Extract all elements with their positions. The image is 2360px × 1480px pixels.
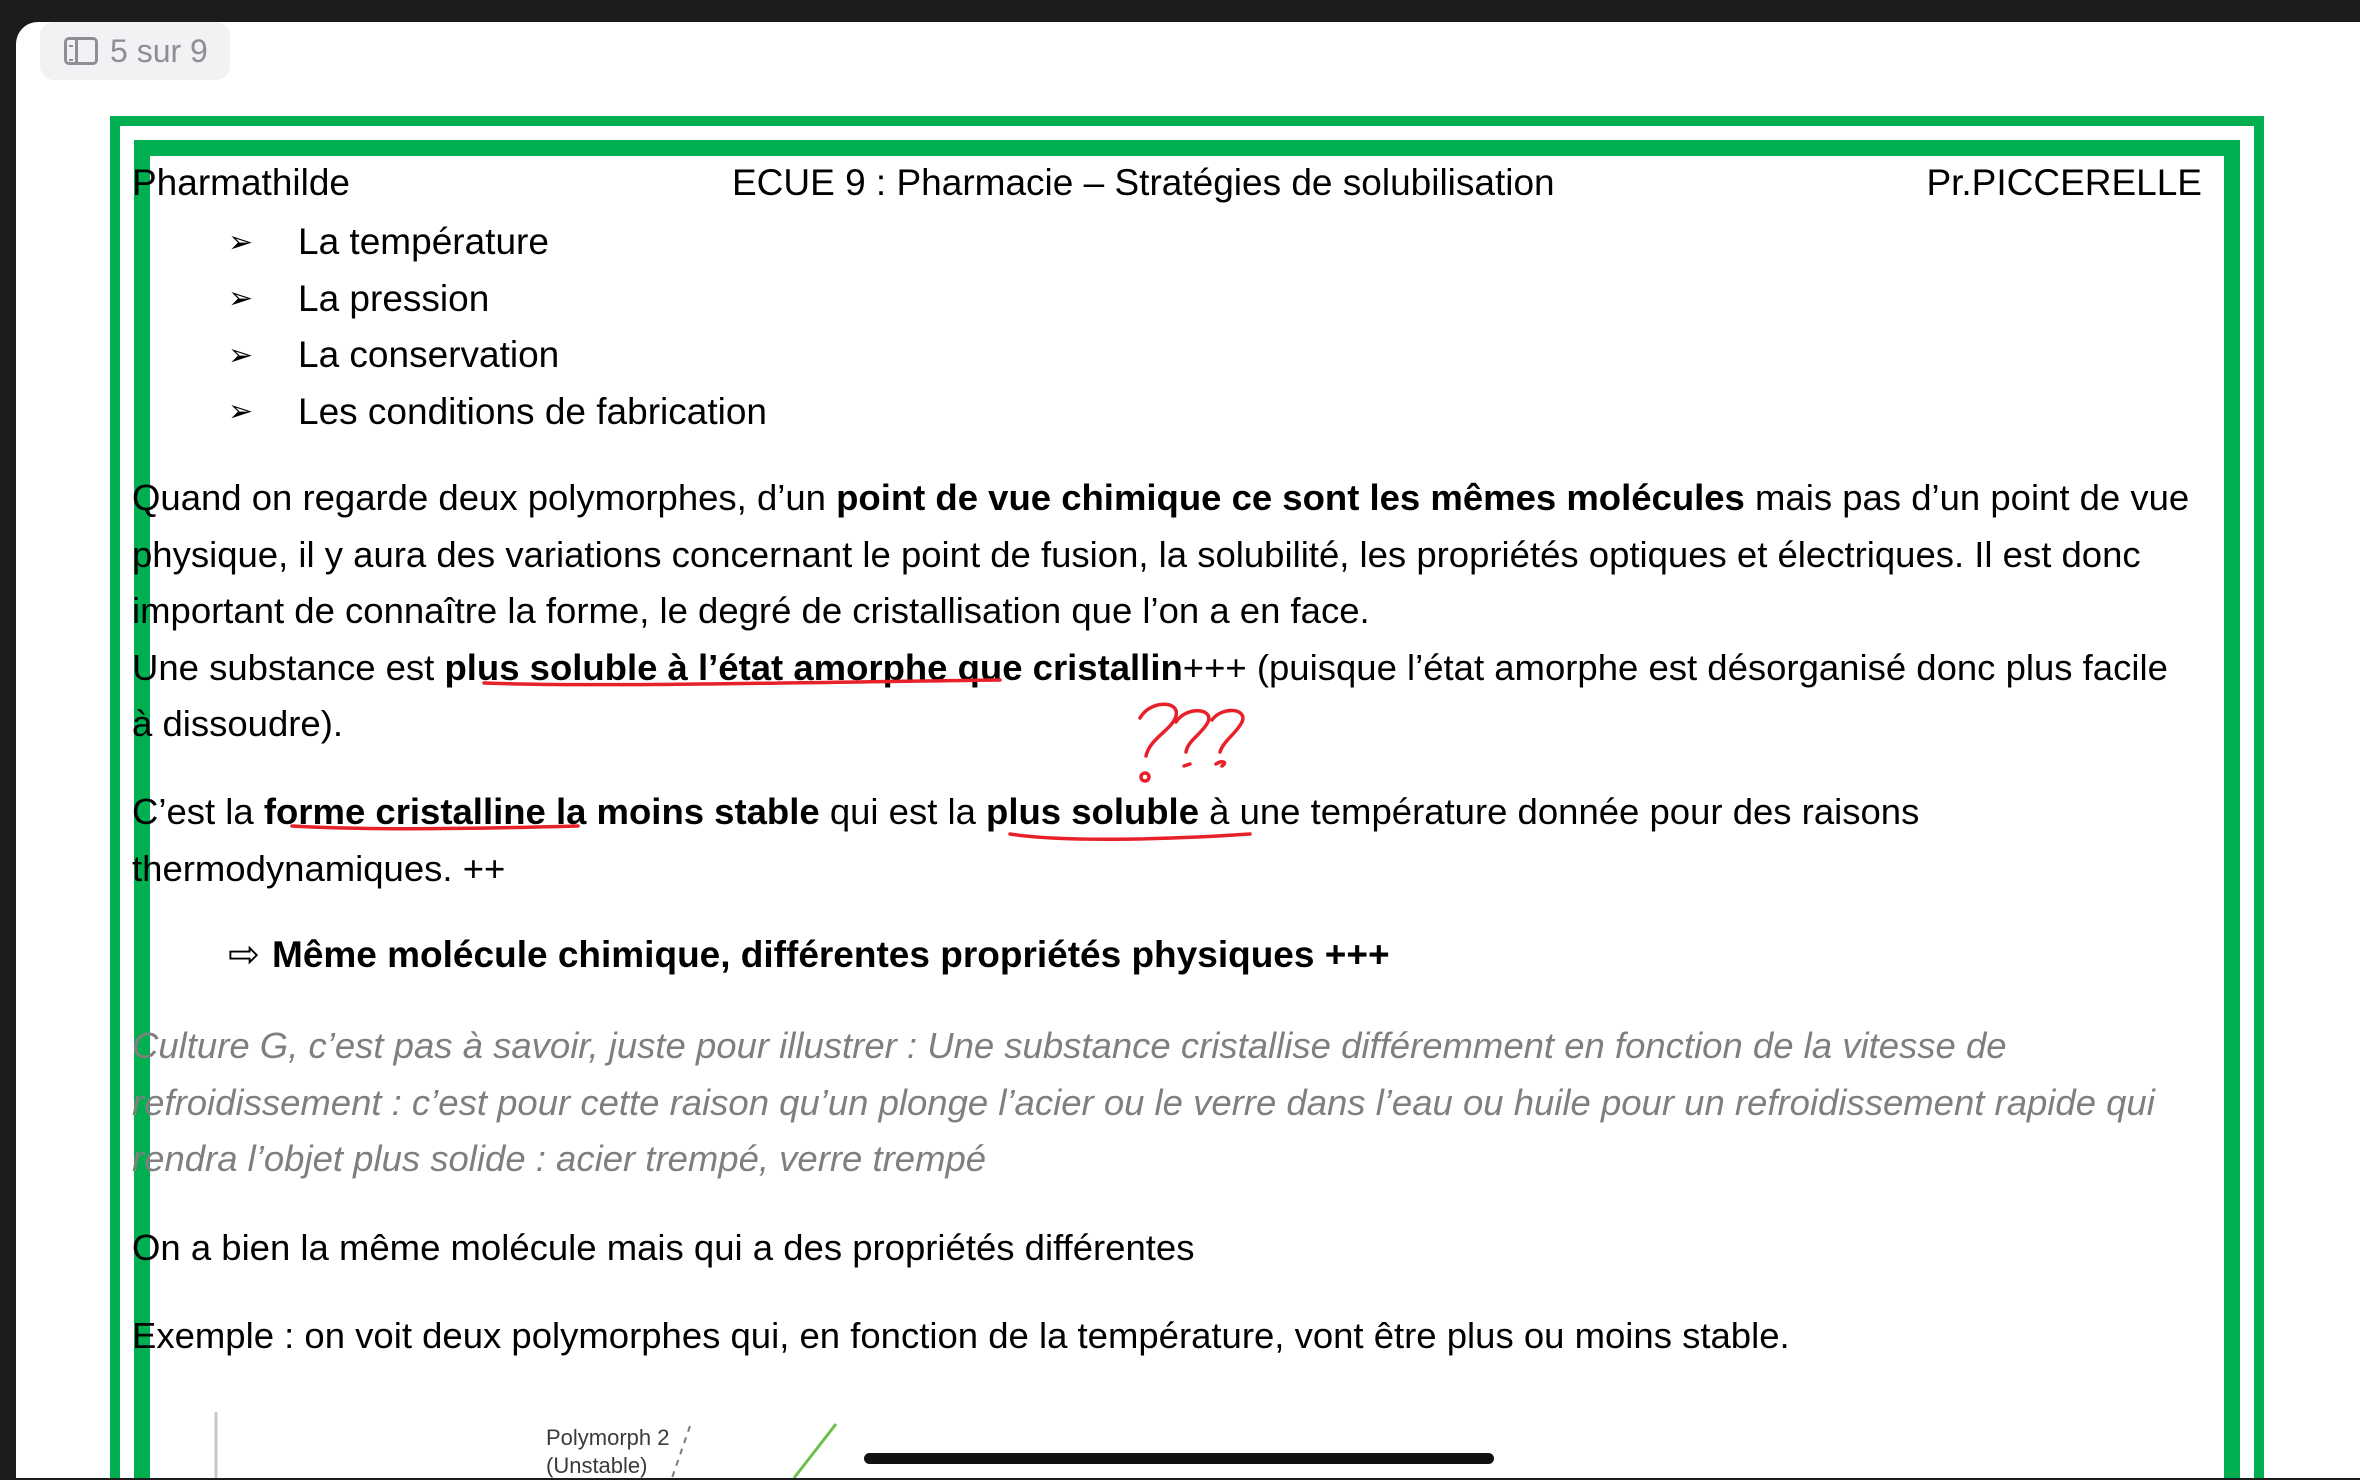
list-item (132, 271, 767, 328)
figure-label (546, 1424, 670, 1480)
bold-text: point de vue chimique ce sont les mêmes molécules (836, 477, 1745, 518)
page-indicator[interactable] (40, 22, 230, 80)
bold-underlined-text: plus soluble (986, 791, 1199, 832)
arrowhead-icon: ➢ (228, 225, 254, 259)
header-left: Pharmathilde (132, 162, 351, 203)
list-item (132, 327, 767, 384)
text-run: Quand on regarde deux polymorphes, d’un (132, 477, 837, 518)
arrowhead-icon: ➢ (228, 282, 254, 316)
bold-underlined-text: plus soluble à l’état amorphe que cristallin (444, 646, 1183, 688)
paragraph-stability (132, 784, 2192, 897)
paragraph-example: Exemple : on voit deux polymorphes qui, en fonction de la température, vont être plus ou moins stable. (132, 1315, 1790, 1356)
header-center: ECUE 9 : Pharmacie – Stratégies de solubilisation (732, 162, 1555, 203)
text-run: +++ (puisque l’état amorphe est désorganisé donc plus facile à dissoudre). (132, 646, 2168, 744)
home-indicator[interactable] (864, 1453, 1494, 1464)
arrow-right-icon: ⇨ (228, 934, 260, 976)
figure-label-line: Polymorph 2 (546, 1425, 670, 1450)
bold-underlined-text: forme cristalline la moins stable (263, 791, 820, 832)
key-point (132, 932, 1390, 977)
bullet-text: Les conditions de fabrication (298, 390, 767, 432)
text-run: C’est la (132, 791, 264, 832)
text-run: à une température donnée pour des raisons thermodynamiques. ++ (132, 791, 1920, 889)
text-run: Une substance est (132, 646, 445, 688)
arrowhead-icon: ➢ (228, 338, 254, 372)
sidebar-icon[interactable] (64, 37, 98, 65)
paragraph-same-molecule: On a bien la même molécule mais qui a des propriétés différentes (132, 1227, 1195, 1268)
paragraph-polymorphs (132, 470, 2192, 753)
bullet-list (132, 214, 767, 440)
page-indicator-label: 5 sur 9 (110, 32, 208, 69)
bullet-text: La température (298, 221, 549, 263)
text-run: qui est la (819, 791, 987, 832)
culture-note: Culture G, c’est pas à savoir, juste pour illustrer : Une substance cristallise différemment en fonction de la vitesse de refroidissement : c’est pour cette raison qu’un plonge l’acier ou le verre dans l’eau ou huile pour un refroidissement rapide qui rendra l’objet plus solide : acier trempé, verre trempé (132, 1025, 2155, 1179)
key-point-text: Même molécule chimique, différentes propriétés physiques +++ (272, 933, 1390, 975)
figure-label-line: (Unstable) (546, 1453, 648, 1478)
header-right: Pr.PICCERELLE (1926, 162, 2202, 203)
text-run: mais pas d’un point de vue physique, il y aura des variations concernant le point de fusion, la solubilité, les propriétés optiques et électriques. Il est donc important de connaître la forme, le degré de cristallisation que l’on a en face. (132, 477, 2190, 631)
bullet-text: La conservation (298, 334, 560, 376)
bullet-text: La pression (298, 277, 490, 319)
list-item (132, 384, 767, 441)
arrowhead-icon: ➢ (228, 395, 254, 429)
list-item (132, 214, 767, 271)
page-header (132, 162, 2202, 218)
